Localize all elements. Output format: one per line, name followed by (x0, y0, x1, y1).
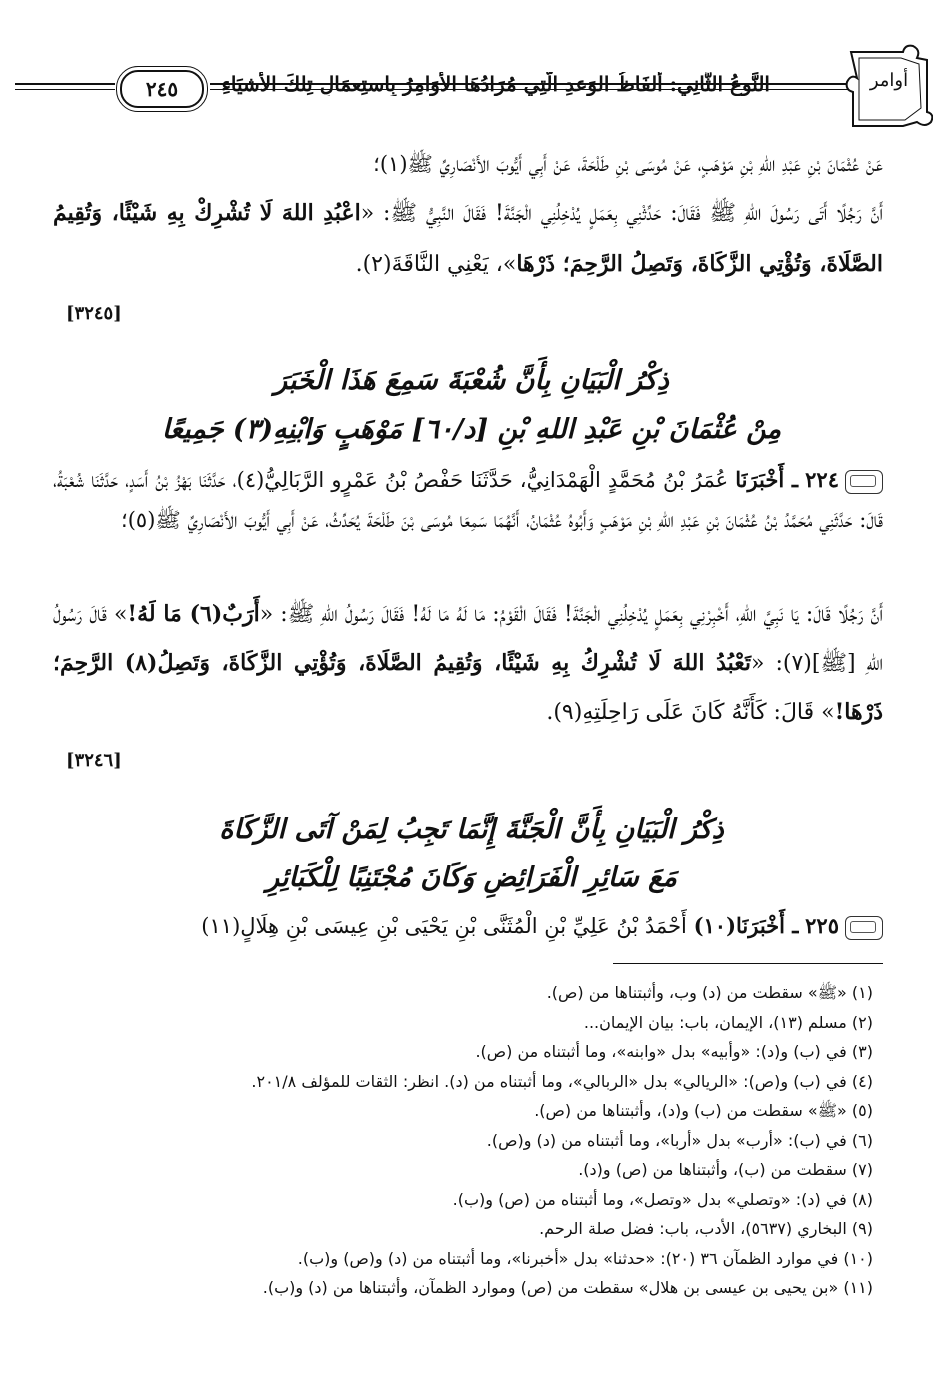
matn-text: »، يَعْنِي النَّاقَةَ(٢). (355, 252, 517, 277)
page-number: ٢٤٥ (120, 70, 204, 108)
hadith-reference-number: [٣٢٤٥] (66, 303, 122, 324)
header-rule (15, 83, 115, 85)
hadith-number: ٢٢٥ (805, 913, 839, 938)
chapter-heading-line: ذِكْرُ الْبَيَانِ بِأَنَّ شُعْبَةَ سَمِعَ هَذَا الْخَبَرَ (274, 365, 669, 396)
paragraph-isnad-225: ٢٢٥ ـ أَخْبَرَنَا(١٠) أَحْمَدُ بْنُ عَلِيِّ بْنِ الْمُثَنَّى بْنِ يَحْيَى بْنِ عِيسَى بْنِ هِلَالٍ(١١) (53, 906, 883, 946)
hadith-marker-icon (845, 916, 883, 940)
footnote: (٦) في (ب): «أرب» بدل «أربا»، وما أثبتناه من (د) و(ص). (486, 1130, 873, 1150)
hadith-marker-icon (845, 470, 883, 494)
footnote: (٥) «ﷺ» سقطت من (ب) و(د)، وأثبتناها من (ص). (534, 1101, 873, 1120)
footnotes-list (53, 978, 873, 1303)
logo-text: أوامر (869, 70, 909, 91)
paragraph-matn-224 (53, 590, 883, 737)
matn-text: » قَالَ رَسُولُ اللهِ [ﷺ](٧): « (53, 602, 883, 676)
isnad-text: أَحْمَدُ بْنُ عَلِيِّ بْنِ الْمُثَنَّى بْنِ يَحْيَى بْنِ عِيسَى بْنِ هِلَالٍ(١١) (201, 914, 687, 938)
isnad-text: عُمَرُ بْنُ مُحَمَّدٍ الْهَمْدَانِيُّ، حَدَّثَنَا حَفْصُ بْنُ عَمْرٍو الرَّبَالِيُّ(٤)، حَدَّثَنَا بَهْزُ بْنُ أَسَدٍ، حَدَّثَنَا شُعْبَةُ، قَالَ: حَدَّثَنِي مُحَمَّدُ بْنُ عُثْمَانَ بْنِ عَبْدِ اللهِ بْنِ مَوْهَبٍ وَأَبُوهُ عُثْمَانُ، أَنَّهُمَا سَمِعَا مُوسَى بْنَ طَلْحَةَ يُحَدِّثُ، عَنْ أَبِي أَيُّوبَ الأَنْصَارِيِّ ﷺ(٥)؛ (53, 468, 883, 532)
hadith-number: ٢٢٤ (805, 467, 839, 492)
footnote: (٩) البخاري (٥٦٣٧)، الأدب، باب: فضل صلة الرحم. (539, 1219, 873, 1238)
puzzle-piece-logo-icon (843, 42, 933, 132)
matn-text: أَنَّ رَجُلًا أَتَى رَسُولَ اللهِ ﷺ فَقَالَ: حَدِّثْنِي بِعَمَلٍ يُدْخِلُنِي الْجَنَّةَ! فَقَالَ النَّبِيُّ ﷺ: « (360, 201, 884, 226)
hadith-intro-word: أَخْبَرَنَا(١٠) (693, 913, 785, 938)
footnote: (٨) في (د): «وتصلي» بدل «وتصل»، وما أثبتناه من (ص) و(ب). (452, 1189, 873, 1209)
prophetic-speech: اعْبُدِ اللهَ لَا تُشْرِكْ بِهِ شَيْئًا، وَتُقِيمُ الصَّلَاةَ، وَتُؤْتِي الزَّكَاةَ، وَتَصِلُ الرَّحِمَ؛ ذَرْهَا (53, 200, 883, 277)
footnote: (٣) في (ب) و(د): «وأبيه» بدل «وابنه»، وما أثبتناه من (ص). (475, 1042, 873, 1061)
footnote: (٧) سقطت من (ب)، وأثبتناها من (ص) و(د). (578, 1160, 873, 1179)
paragraph-isnad-1: عَنْ عُثْمَانَ بْنِ عَبْدِ اللهِ بْنِ مَوْهَبٍ، عَنْ مُوسَى بْنِ طَلْحَةَ، عَنْ أَبِي أَيُّوبَ الأَنْصَارِيِّ ﷺ(١)؛ (373, 152, 883, 176)
footnote: (٤) في (ب) و(ص): «الريالي» بدل «الربالي»، وما أثبتناه من (د). انظر: الثقات للمؤلف ٢٠١/٨. (251, 1071, 873, 1091)
matn-text: » قَالَ: كَأَنَّهُ كَانَ عَلَى رَاحِلَتِهِ(٩). (546, 700, 835, 725)
header-rule (210, 83, 853, 85)
running-header-title: النَّوعُ الثَّانِي: أَلفَاظُ الوَعدِ الَّتِي مُرَادُهَا الأَوَامِرُ بِاستِعمَالِ تِلكَ الأَشيَاءِ (221, 72, 770, 96)
chapter-heading-line: مِنْ عُثْمَانَ بْنِ عَبْدِ اللهِ بْنِ [د/٦٠] مَوْهَبٍ وَابْنِهِ(٣) جَمِيعًا (161, 414, 782, 445)
footnote: (١١) «بن يحيى بن عيسى بن هلال» سقطت من (ص) وموارد الظمآن، وأثبتناها من (د) و(ب). (262, 1278, 873, 1297)
prophetic-speech: أَرَبٌ(٦) مَا لَهُ! (127, 601, 260, 627)
chapter-heading-line: مَعَ سَائِرِ الْفَرَائِضِ وَكَانَ مُجْتَنِبًا لِلْكَبَائِرِ (266, 862, 677, 893)
hadith-reference-number: [٣٢٤٦] (66, 750, 122, 771)
footnote: (٢) مسلم (١٣)، الإيمان، باب: بيان الإيمان... (583, 1012, 873, 1032)
header-rule (210, 89, 853, 90)
chapter-heading-line: ذِكْرُ الْبَيَانِ بِأَنَّ الْجَنَّةَ إِنَّمَا تَجِبُ لِمَنْ آتَى الزَّكَاةَ (219, 814, 724, 845)
footnote: (١) «ﷺ» سقطت من (د) وب، وأثبتناها من (ص). (546, 983, 873, 1002)
footnote: (١٠) في موارد الظمآن ٣٦ (٢٠): «حدثنا» بدل «أخبرنا»، وما أثبتناه من (د) و(ص) و(ب). (297, 1248, 873, 1268)
footnote-separator (613, 963, 883, 964)
hadith-intro-word: أَخْبَرَنَا (735, 467, 785, 492)
paragraph-matn-1 (53, 188, 883, 290)
paragraph-isnad-224: ٢٢٤ ـ أَخْبَرَنَا عُمَرُ بْنُ مُحَمَّدٍ الْهَمْدَانِيُّ، حَدَّثَنَا حَفْصُ بْنُ عَمْرٍو الرَّبَالِيُّ(٤)، حَدَّثَنَا بَهْزُ بْنُ أَسَدٍ، حَدَّثَنَا شُعْبَةُ، قَالَ: حَدَّثَنِي مُحَمَّدُ بْنُ عُثْمَانَ بْنِ عَبْدِ اللهِ بْنِ مَوْهَبٍ وَأَبُوهُ عُثْمَانُ، أَنَّهُمَا سَمِعَا مُوسَى بْنَ طَلْحَةَ يُحَدِّثُ، عَنْ أَبِي أَيُّوبَ الأَنْصَارِيِّ ﷺ(٥)؛ (53, 467, 883, 532)
matn-text: أَنَّ رَجُلًا قَالَ: يَا نَبِيَّ اللهِ، أَخْبِرْنِي بِعَمَلٍ يُدْخِلُنِي الْجَنَّةَ! فَقَالَ الْقَوْمُ: مَا لَهُ مَا لَهُ! فَقَالَ رَسُولُ اللهِ ﷺ: « (259, 602, 883, 627)
header-rule (15, 89, 115, 90)
prophetic-speech: تَعْبُدُ اللهَ لَا تُشْرِكُ بِهِ شَيْئًا، وَتُقِيمُ الصَّلَاةَ، وَتُؤْتِي الزَّكَاةَ، وَتَصِلُ(٨) الرَّحِمَ؛ ذَرْهَا! (53, 650, 883, 725)
